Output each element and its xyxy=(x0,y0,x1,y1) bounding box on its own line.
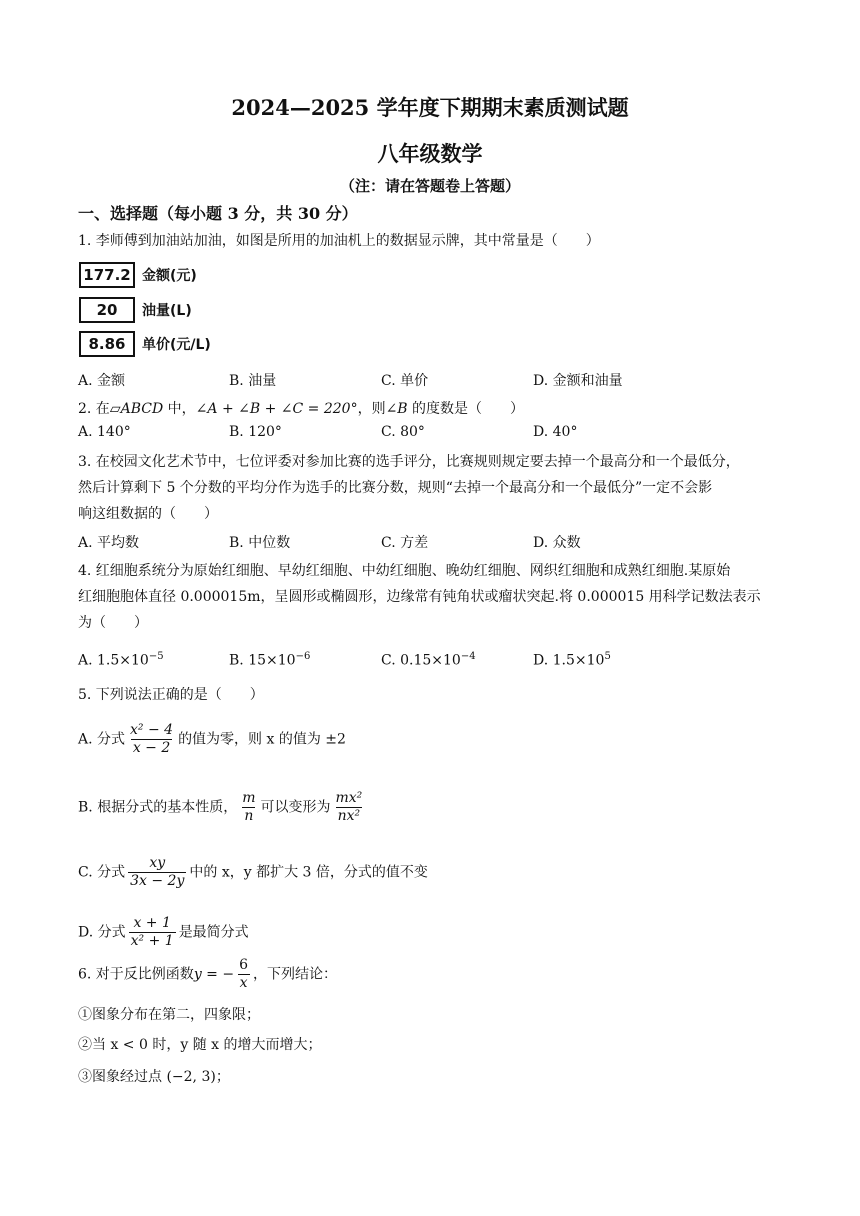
section-heading: 一、选择题（每小题 3 分，共 30 分） xyxy=(78,204,358,223)
q5-d-fraction xyxy=(129,915,176,950)
q6-function: y = − xyxy=(193,966,235,983)
exam-note: （注：请在答题卷上答题） xyxy=(339,177,520,195)
exam-title: 2024—2025 学年度下期期末素质测试题 xyxy=(231,95,629,120)
q2-option-a: A. 140° xyxy=(78,424,131,440)
question-4-line-3: 为（ ） xyxy=(78,615,148,631)
q2-end: 的度数是（ ） xyxy=(407,401,525,417)
q4-option-b xyxy=(229,651,310,669)
question-3-line-3: 响这组数据的（ ） xyxy=(78,506,218,522)
q4-d-exp: 5 xyxy=(604,651,611,662)
q4-a-base: A. 1.5×10 xyxy=(78,652,149,669)
q5-b-numerator-2: mx² xyxy=(335,790,363,806)
question-3-line-2: 然后计算剩下 5 个分数的平均分作为选手的比赛分数，规则“去掉一个最高分和一个最低分”一定不会影 xyxy=(78,480,713,496)
q2-post: ，则 xyxy=(357,401,386,417)
q2-angle: ∠B xyxy=(385,401,408,417)
q4-option-d xyxy=(533,651,611,669)
unit-price-value: 8.86 xyxy=(79,331,135,357)
q6-post: ，下列结论： xyxy=(253,966,338,983)
question-4-line-1: 4. 红细胞系统分为原始红细胞、早幼红细胞、中幼红细胞、晚幼红细胞、网织红细胞和成熟红细胞.某原始 xyxy=(78,563,731,579)
q6-numerator: 6 xyxy=(239,957,249,973)
q5-option-a xyxy=(78,722,346,757)
volume-label: 油量(L) xyxy=(142,303,192,319)
q6-pre: 6. 对于反比例函数 xyxy=(78,966,194,983)
q5-b-pre: B. 根据分式的基本性质， xyxy=(78,799,238,816)
q3-option-b: B. 中位数 xyxy=(229,535,291,551)
q5-a-post: 的值为零，则 x 的值为 ±2 xyxy=(178,731,346,748)
q5-c-numerator: xy xyxy=(149,855,166,871)
q5-c-fraction xyxy=(128,855,186,890)
q1-option-c: C. 单价 xyxy=(381,373,429,389)
q5-c-denominator: 3x − 2y xyxy=(130,873,185,889)
q5-a-pre: A. 分式 xyxy=(78,731,126,748)
volume-value: 20 xyxy=(79,297,135,323)
q5-d-pre: D. 分式 xyxy=(78,924,126,941)
question-2-text xyxy=(78,398,524,418)
q3-option-c: C. 方差 xyxy=(381,535,429,551)
q6-fraction xyxy=(237,957,250,992)
q5-a-denominator: x − 2 xyxy=(132,740,171,756)
q4-c-base: C. 0.15×10 xyxy=(381,652,461,669)
q5-b-fraction-1 xyxy=(240,790,257,825)
q2-option-c: C. 80° xyxy=(381,424,425,440)
q2-option-d: D. 40° xyxy=(533,424,578,440)
q5-c-pre: C. 分式 xyxy=(78,864,126,881)
question-3-line-1: 3. 在校园文化艺术节中，七位评委对参加比赛的选手评分，比赛规则规定要去掉一个最高分和一个最低分， xyxy=(78,454,740,470)
q4-b-exp: −6 xyxy=(295,651,311,662)
q5-b-fraction-2 xyxy=(333,790,364,825)
q4-option-a xyxy=(78,651,164,669)
question-6-text xyxy=(78,957,337,992)
q4-option-c xyxy=(381,651,476,669)
q4-c-exp: −4 xyxy=(460,651,476,662)
amount-label: 金额(元) xyxy=(142,268,197,284)
q5-b-denominator-1: n xyxy=(244,808,254,824)
exam-subject: 八年级数学 xyxy=(377,141,483,166)
question-1-text: 1. 李师傅到加油站加油，如图是所用的加油机上的数据显示牌，其中常量是（ ） xyxy=(78,233,600,249)
q4-d-base: D. 1.5×10 xyxy=(533,652,605,669)
q6-statement-1: ①图象分布在第二，四象限； xyxy=(78,1007,260,1023)
q5-option-b xyxy=(78,790,367,825)
q5-option-d xyxy=(78,915,249,950)
q2-expression: ∠A + ∠B + ∠C = 220° xyxy=(195,401,358,417)
q5-option-c xyxy=(78,855,428,890)
unit-price-label: 单价(元/L) xyxy=(142,337,211,353)
q5-b-numerator-1: m xyxy=(242,790,256,806)
q5-c-post: 中的 x，y 都扩大 3 倍，分式的值不变 xyxy=(189,864,428,881)
q1-option-a: A. 金额 xyxy=(78,373,126,389)
question-4-line-2: 红细胞胞体直径 0.000015m，呈圆形或椭圆形，边缘常有钝角状或瘤状突起.将 0.000015 用科学记数法表示 xyxy=(78,589,761,605)
parallelogram-icon: ▱ xyxy=(109,401,121,417)
q2-shape: ABCD xyxy=(120,401,164,417)
question-5-text: 5. 下列说法正确的是（ ） xyxy=(78,687,264,703)
q2-mid: 中， xyxy=(163,401,196,417)
q1-option-d: D. 金额和油量 xyxy=(533,373,623,389)
q3-option-a: A. 平均数 xyxy=(78,535,140,551)
q6-statement-3: ③图象经过点 (−2, 3)； xyxy=(78,1069,230,1085)
q5-a-fraction xyxy=(128,722,175,757)
q4-a-exp: −5 xyxy=(148,651,164,662)
q5-d-numerator: x + 1 xyxy=(133,915,171,931)
q3-option-d: D. 众数 xyxy=(533,535,581,551)
q2-pre: 2. 在 xyxy=(78,401,110,417)
amount-value: 177.2 xyxy=(79,262,135,288)
q5-a-numerator: x² − 4 xyxy=(130,722,174,738)
q5-d-denominator: x² + 1 xyxy=(130,933,174,949)
q1-option-b: B. 油量 xyxy=(229,373,277,389)
q4-b-base: B. 15×10 xyxy=(229,652,296,669)
q5-b-mid: 可以变形为 xyxy=(260,799,331,816)
q5-b-denominator-2: nx² xyxy=(337,808,361,824)
q6-denominator: x xyxy=(239,975,248,991)
q2-option-b: B. 120° xyxy=(229,424,282,440)
q5-d-post: 是最简分式 xyxy=(178,924,249,941)
q6-statement-2: ②当 x < 0 时，y 随 x 的增大而增大； xyxy=(78,1037,322,1053)
